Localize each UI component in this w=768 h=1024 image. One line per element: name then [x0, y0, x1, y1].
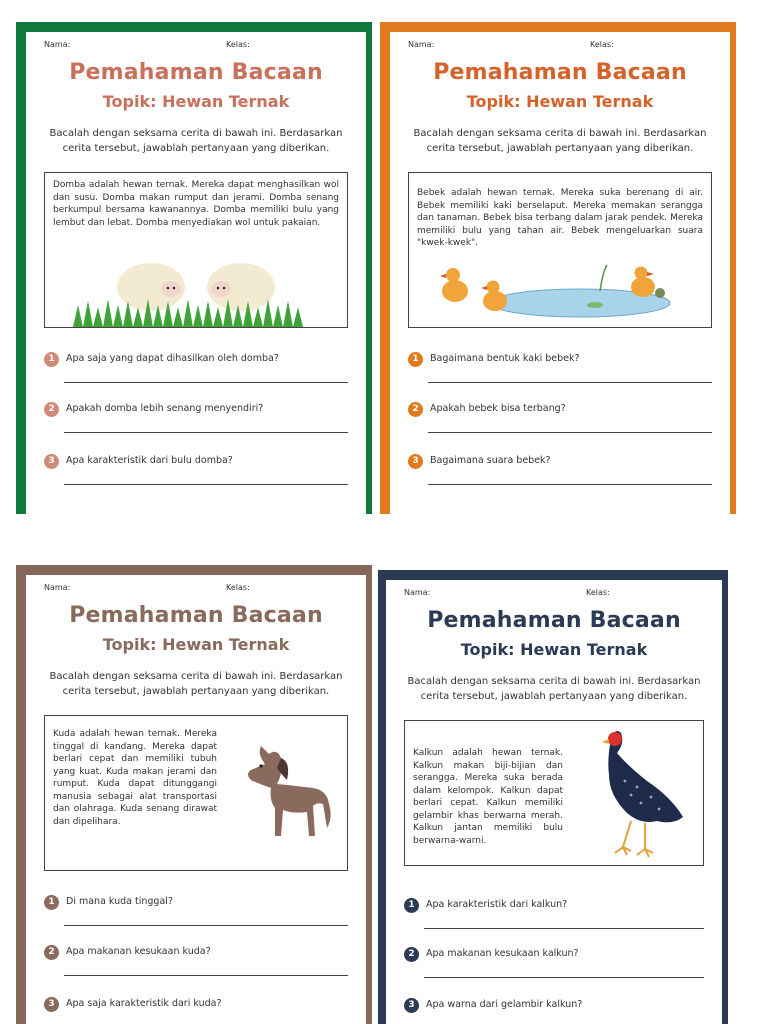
question-3: [44, 454, 348, 514]
story-text: Bebek adalah hewan ternak. Mereka suka berenang di air. Bebek memiliki kaki berselaput. Mereka memakan serangga dan tanaman. Bebek bisa terbang dalam jarak pendek. Mereka memiliki bulu yang tahan air. Bebek mengeluarkan suara "kwek-kwek".: [417, 188, 703, 248]
story-text: Kuda adalah hewan ternak. Mereka tinggal di kandang. Mereka dapat berlari cepat dan memiliki tubuh yang kuat. Kuda makan jerami dan rumput. Kuda dapat ditunggangi manusia sebagai alat transportasi dan olahraga. Kuda senang dirawat dan dipelihara.: [53, 729, 217, 827]
question-text: Apakah bebek bisa terbang?: [430, 403, 566, 414]
page-title: Pemahaman Bacaan: [69, 60, 323, 85]
question-number-badge: 2: [44, 945, 59, 960]
answer-line[interactable]: [64, 382, 348, 383]
page-subtitle: Topik: Hewan Ternak: [102, 92, 290, 111]
page-subtitle: Topik: Hewan Ternak: [460, 640, 648, 659]
question-text: Bagaimana suara bebek?: [430, 455, 551, 466]
question-number-badge: 2: [44, 402, 59, 417]
worksheet-kuda: [16, 565, 372, 1024]
horse-icon: [237, 744, 337, 844]
nama-label: Nama:: [44, 583, 71, 592]
story-box: [44, 715, 348, 871]
story-text: Domba adalah hewan ternak. Mereka dapat menghasilkan wol dan susu. Domba makan rumput dan jerami. Domba senang berkumpul bersama kawanannya. Domba memiliki bulu yang lembut dan lebat. Domba menyediakan wol untuk pakaian.: [53, 180, 339, 228]
question-text: Apakah domba lebih senang menyendiri?: [66, 403, 264, 414]
page-subtitle: Topik: Hewan Ternak: [102, 635, 290, 654]
question-number-badge: 2: [404, 947, 419, 962]
story-box: [44, 172, 348, 328]
question-2: [44, 945, 348, 1005]
answer-line[interactable]: [64, 484, 348, 485]
instructions: Bacalah dengan seksama cerita di bawah ini. Berdasarkan cerita tersebut, jawablah pertanyaan yang diberikan.: [413, 128, 707, 154]
worksheet-kalkun: [378, 570, 728, 1024]
kelas-label: Kelas:: [590, 40, 614, 49]
answer-line[interactable]: [424, 928, 704, 929]
answer-line[interactable]: [428, 484, 712, 485]
nama-label: Nama:: [44, 40, 71, 49]
question-text: Di mana kuda tinggal?: [66, 896, 173, 907]
story-text: Kalkun adalah hewan ternak. Kalkun makan biji-bijian dan serangga. Mereka suka berada dalam kelompok. Kalkun dapat berlari cepat. Kalkun memiliki gelambir khas berwarna merah. Kalkun jantan memiliki bulu berwarna-warni.: [413, 748, 563, 846]
sheep-icon: [73, 255, 303, 327]
page-title: Pemahaman Bacaan: [69, 603, 323, 628]
page-title: Pemahaman Bacaan: [427, 608, 681, 633]
question-number-badge: 3: [408, 454, 423, 469]
question-number-badge: 3: [44, 997, 59, 1012]
answer-line[interactable]: [428, 432, 712, 433]
nama-label: Nama:: [408, 40, 435, 49]
story-box: [408, 172, 712, 328]
kelas-label: Kelas:: [586, 588, 610, 597]
worksheet-page: [26, 32, 366, 514]
kelas-label: Kelas:: [226, 583, 250, 592]
question-number-badge: 2: [408, 402, 423, 417]
question-number-badge: 1: [44, 352, 59, 367]
instructions: Bacalah dengan seksama cerita di bawah ini. Berdasarkan cerita tersebut, jawablah pertanyaan yang diberikan.: [49, 671, 343, 697]
question-text: Apa karakteristik dari kalkun?: [426, 899, 568, 910]
answer-line[interactable]: [64, 432, 348, 433]
answer-line[interactable]: [64, 975, 348, 976]
instructions: Bacalah dengan seksama cerita di bawah ini. Berdasarkan cerita tersebut, jawablah pertanyaan yang diberikan.: [49, 128, 343, 154]
worksheet-page: [26, 575, 366, 1024]
page-title: Pemahaman Bacaan: [433, 60, 687, 85]
question-text: Apa warna dari gelambir kalkun?: [426, 999, 583, 1010]
nama-label: Nama:: [404, 588, 431, 597]
question-number-badge: 1: [404, 898, 419, 913]
question-number-badge: 3: [44, 454, 59, 469]
worksheet-domba: [16, 22, 372, 514]
question-number-badge: 1: [44, 895, 59, 910]
kelas-label: Kelas:: [226, 40, 250, 49]
question-3: [404, 998, 704, 1024]
question-number-badge: 3: [404, 998, 419, 1013]
question-3: [408, 454, 712, 514]
question-text: Apa saja yang dapat dihasilkan oleh domba?: [66, 353, 279, 364]
worksheet-page: [390, 32, 730, 514]
page-subtitle: Topik: Hewan Ternak: [466, 92, 654, 111]
question-2: [408, 402, 712, 462]
answer-line[interactable]: [424, 977, 704, 978]
duck-icon: [435, 261, 685, 323]
question-text: Apa saja karakteristik dari kuda?: [66, 998, 222, 1009]
question-text: Apa makanan kesukaan kalkun?: [426, 948, 579, 959]
worksheet-bebek: [380, 22, 736, 514]
turkey-icon: [587, 725, 697, 861]
answer-line[interactable]: [428, 382, 712, 383]
question-2: [44, 402, 348, 462]
answer-line[interactable]: [64, 925, 348, 926]
question-text: Bagaimana bentuk kaki bebek?: [430, 353, 580, 364]
question-number-badge: 1: [408, 352, 423, 367]
question-text: Apa karakteristik dari bulu domba?: [66, 455, 233, 466]
question-text: Apa makanan kesukaan kuda?: [66, 946, 211, 957]
story-box: [404, 720, 704, 866]
instructions: Bacalah dengan seksama cerita di bawah ini. Berdasarkan cerita tersebut, jawablah pertanyaan yang diberikan.: [407, 676, 701, 702]
question-3: [44, 997, 348, 1024]
worksheet-page: [386, 580, 722, 1024]
